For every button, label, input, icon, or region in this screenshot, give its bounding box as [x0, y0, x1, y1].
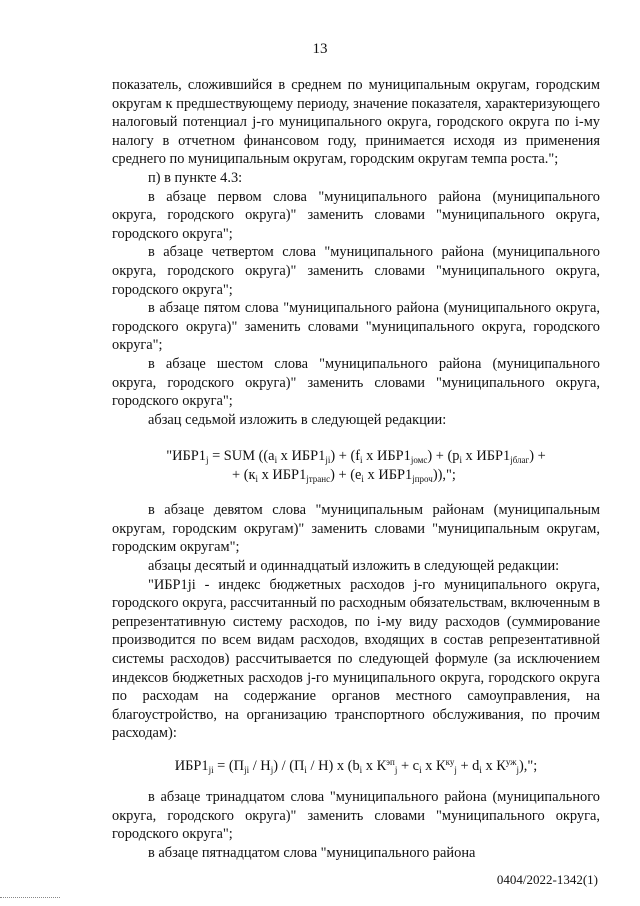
paragraph: в абзаце шестом слова "муниципального района (муниципального округа, городского округа)" заменить словами "муниципального округа, городского округа"; [112, 355, 600, 410]
paragraph: в абзаце четвертом слова "муниципального района (муниципального округа, городского округа)" заменить словами "муниципального округа, городского округа"; [112, 244, 600, 298]
paragraph: абзац седьмой изложить в следующей редакции: [148, 411, 447, 428]
document-body [112, 76, 600, 862]
page-number: 13 [312, 41, 328, 57]
paragraph: п) в пункте 4.3: [148, 169, 243, 186]
formula-ibr1ji: $ИБР1_{ji} = (П_{ji} / Н_j) / (П_i / Н)$ x ($b_i$ x $К^{эп}_j + c_i$ x $К^{ку}_j + d_i$ x $К^{уж}_j$),"; [174, 757, 538, 775]
paragraph: в абзаце тринадцатом слова "муниципального района (муниципального округа, городского округа)" заменить словами "муниципального округа, городского округа"; [112, 789, 600, 843]
paragraph: в абзаце первом слова "муниципального района (муниципального округа, городского округа)" заменить словами "муниципального округа, городского округа"; [112, 188, 600, 242]
paragraph: абзацы десятый и одиннадцатый изложить в следующей редакции: [148, 558, 560, 575]
paragraph: "ИБР1ji - индекс бюджетных расходов j-го муниципального округа, городского округа, рассчитанный по расходным обязательствам, включенным в репрезентативную систему расходов, по i-му виду расходов (суммирование производится по всем видам расходов, входящих в состав репрезентативной системы расходов) рассчитывается по следующей формуле (за исключением индексов бюджетных расходов j-го муниципального округа, городского округа по расходам на содержание органов местного самоуправления, на благоустройство, на организацию транспортного обслуживания, по прочим расходам): [112, 576, 600, 742]
document-code: 0404/2022-1342(1) [496, 872, 598, 887]
paragraph: в абзаце пятом слова "муниципального района (муниципального округа, городского округа)" заменить словами "муниципального округа, городского округа"; [112, 300, 600, 354]
paragraph: в абзаце пятнадцатом слова "муниципального района [148, 844, 476, 861]
paragraph: показатель, сложившийся в среднем по муниципальным округам, городским округам к предшествующему периоду, значение показателя, характеризующего налоговый потенциал j-го муниципального округа, городского округа по i-му налогу в отчетном финансовом году, принимается исходя из применения среднего по муниципальным округам, городским округам темпа роста."; [112, 77, 600, 168]
paragraph: в абзаце девятом слова "муниципальным районам (муниципальным округам, городским округам)" заменить словами "муниципальным округам, городским округам"; [112, 502, 600, 556]
formula-ibr1j: "$ИБР1_j$ = SUM (($a_i$ x $ИБР1_{ji}) + (f_i$ x $ИБР1_{jомс}) + (p_i$ x $ИБР1_{jблаг}$) + + ($к_i$ x $ИБР1_{jтранс}) + (e_i$ x $ИБР1_{jпроч}$)),"; [166, 448, 546, 485]
